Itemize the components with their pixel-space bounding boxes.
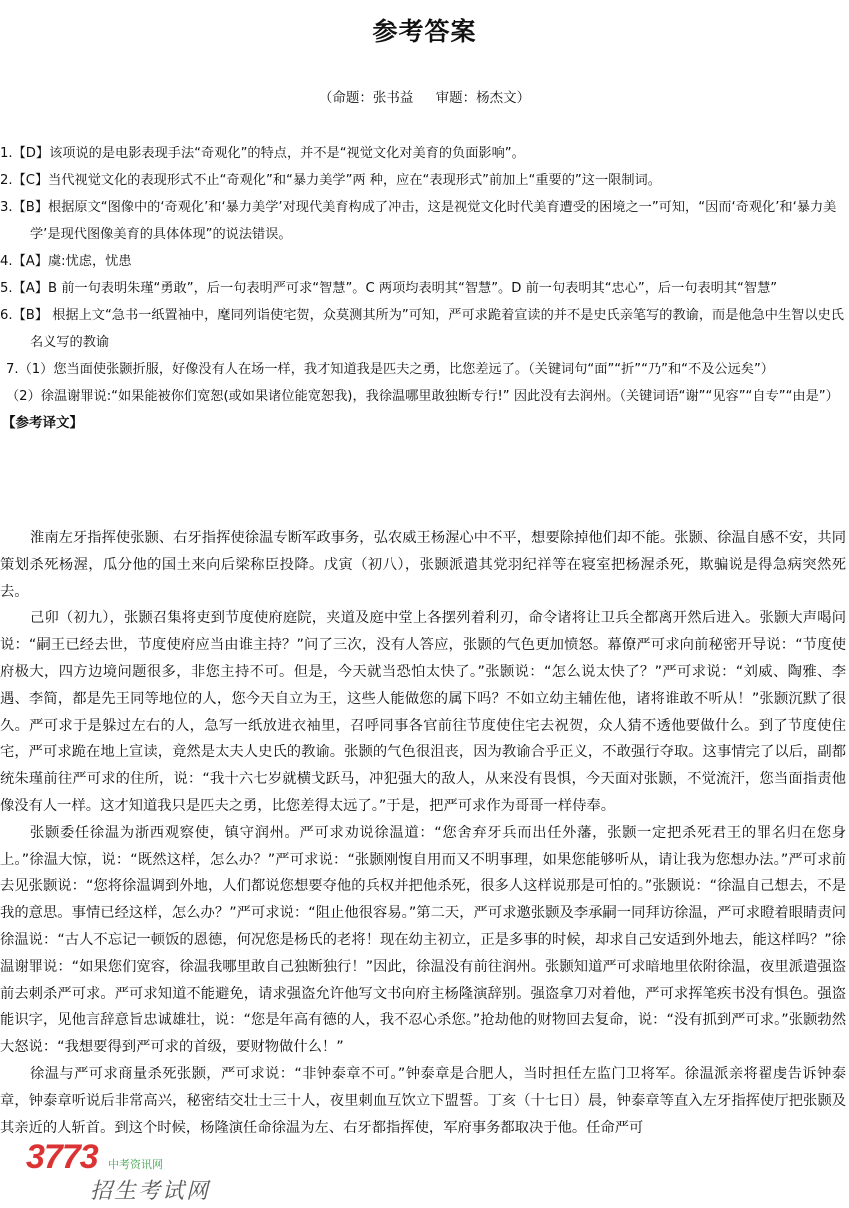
- answer-item-4: 4.【A】虞:忧虑，忧患: [0, 254, 132, 269]
- answer-list: [0, 140, 846, 437]
- setter-credit: （命题：张书益: [318, 90, 414, 106]
- answer-item-5: 5.【A】B 前一句表明朱瑾“勇敢”，后一句表明严可求“智慧”。C 两项均表明其“智慧”。D 前一句表明其“忠心”，后一句表明其“智慧”: [0, 281, 778, 296]
- translation-heading: 【参考译文】: [2, 415, 83, 431]
- page-title: 参考答案: [372, 17, 477, 46]
- reviewer-credit: 审题：杨杰文）: [435, 90, 531, 106]
- logo-brand: 招生考试网: [90, 1179, 211, 1204]
- answer-item-1: 1.【D】该项说的是电影表现手法“奇观化”的特点，并不是“视觉文化对美育的负面影响”。: [0, 146, 525, 161]
- watermark-logo: [20, 1136, 260, 1208]
- answer-item-3: 3.【B】根据原文“图像中的‘奇观化’和‘暴力美学’对现代美育构成了冲击，这是视觉文化时代美育遭受的困境之一”可知，“因而‘奇观化’和‘暴力美学’是现代图像美育的具体体现”的说法错误。: [0, 200, 837, 242]
- translation-paragraph: 张颢委任徐温为浙西观察使，镇守润州。严可求劝说徐温道：“您舍弃牙兵而出任外藩，张颢一定把杀死君王的罪名归在您身上。”徐温大惊，说：“既然这样，怎么办？”严可求说：“张颢刚愎自用而又不明事理，如果您能够听从，请让我为您想办法。”严可求前去见张颢说：“您将徐温调到外地，人们都说您想要夺他的兵权并把他杀死，很多人这样说那是可怕的。”张颢说：“徐温自己想去，不是我的意思。事情已经这样，怎么办？”严可求说：“阻止他很容易。”第二天，严可求邀张颢及李承嗣一同拜访徐温，严可求瞪着眼睛责问徐温说：“古人不忘记一顿饭的恩德，何况您是杨氏的老将！现在幼主初立，正是多事的时候，却求自己安适到外地去，能这样吗？”徐温谢罪说：“如果您们宽容，徐温我哪里敢自己独断独行！”因此，徐温没有前往润州。张颢知道严可求暗地里依附徐温，夜里派遣强盗前去刺杀严可求。严可求知道不能避免，请求强盗允许他写文书向府主杨隆演辞别。强盗拿刀对着他，严可求挥笔疾书没有惧色。强盗能识字，见他言辞意旨忠诚雄壮，说：“您是年高有德的人，我不忍心杀您。”抢劫他的财物回去复命，说：“没有抓到严可求。”张颢勃然大怒说：“我想要得到严可求的首级，要财物做什么！”: [0, 824, 846, 1056]
- translation-paragraph: 淮南左牙指挥使张颢、右牙指挥使徐温专断军政事务，弘农威王杨渥心中不平，想要除掉他们却不能。张颢、徐温自感不安，共同策划杀死杨渥，瓜分他的国土来向后梁称臣投降。戊寅（初八），张颢派遣其党羽纪祥等在寝室把杨渥杀死，欺骗说是得急病突然死去。: [0, 530, 846, 600]
- translation-paragraph: 徐温与严可求商量杀死张颢，严可求说：“非钟泰章不可。”钟泰章是合肥人，当时担任左监门卫将军。徐温派亲将翟虔告诉钟泰章，钟泰章听说后非常高兴，秘密结交壮士三十人，夜里刺血互饮立下盟誓。丁亥（十七日）晨，钟泰章等直入左牙指挥使厅把张颢及其亲近的人斩首。到这个时候，杨隆演任命徐温为左、右牙都指挥使，军府事务都取决于他。任命严可: [0, 1065, 846, 1136]
- logo-number: 3773: [26, 1138, 98, 1176]
- answer-item-7-2: （2）徐温谢罪说:“如果能被你们宽恕(或如果诸位能宽恕我)，我徐温哪里敢独断专行!” 因此没有去润州。（关键词语“谢”“见容”“自专”“由是”）: [6, 389, 839, 404]
- answer-item-2: 2.【C】当代视觉文化的表现形式不止“奇观化”和“暴力美学”两 种，应在“表现形式”前加上“重要的”这一限制词。: [0, 173, 661, 188]
- answer-item-7-1: 7.（1）您当面使张颢折服，好像没有人在场一样，我才知道我是匹夫之勇，比您差远了。（关键词句“面”“折”“乃”和“不及公远矣”）: [6, 362, 774, 377]
- byline: [0, 86, 849, 106]
- translation-body: [0, 525, 846, 1141]
- answer-item-6: 6.【B】 根据上文“急书一纸置袖中，麾同列诣使宅贺，众莫测其所为”可知，严可求跪着宣读的并不是史氏亲笔写的教谕，而是他急中生智以史氏名义写的教谕: [0, 308, 844, 350]
- logo-tagline: 中考资讯网: [108, 1158, 163, 1171]
- translation-paragraph: 己卯（初九），张颢召集将吏到节度使府庭院，夹道及庭中堂上各摆列着利刃，命令诸将让卫兵全都离开然后进入。张颢大声喝问说：“嗣王已经去世，节度使府应当由谁主持？”问了三次，没有人答应，张颢的气色更加愤怒。幕僚严可求向前秘密开导说：“节度使府极大，四方边境问题很多，非您主持不可。但是，今天就当恐怕太快了。”张颢说：“怎么说太快了？”严可求说：“刘威、陶雅、李遇、李简，都是先王同等地位的人，您今天自立为王，这些人能做您的属下吗？不如立幼主辅佐他，诸将谁敢不听从！”张颢沉默了很久。严可求于是躲过左右的人，急写一纸放进衣袖里，召呼同事各官前往节度使住宅去祝贺，众人猜不透他要做什么。到了节度使住宅，严可求跪在地上宣读，竟然是太夫人史氏的教谕。张颢的气色很沮丧，因为教谕合乎正义，不敢强行夺取。这事情完了以后，副都统朱瑾前往严可求的住所，说：“我十六七岁就横戈跃马，冲犯强大的敌人，从来没有畏惧，今天面对张颢，不觉流汗，您当面指责他像没有人一样。这才知道我只是匹夫之勇，比您差得太远了。”于是，把严可求作为哥哥一样侍奉。: [0, 610, 846, 814]
